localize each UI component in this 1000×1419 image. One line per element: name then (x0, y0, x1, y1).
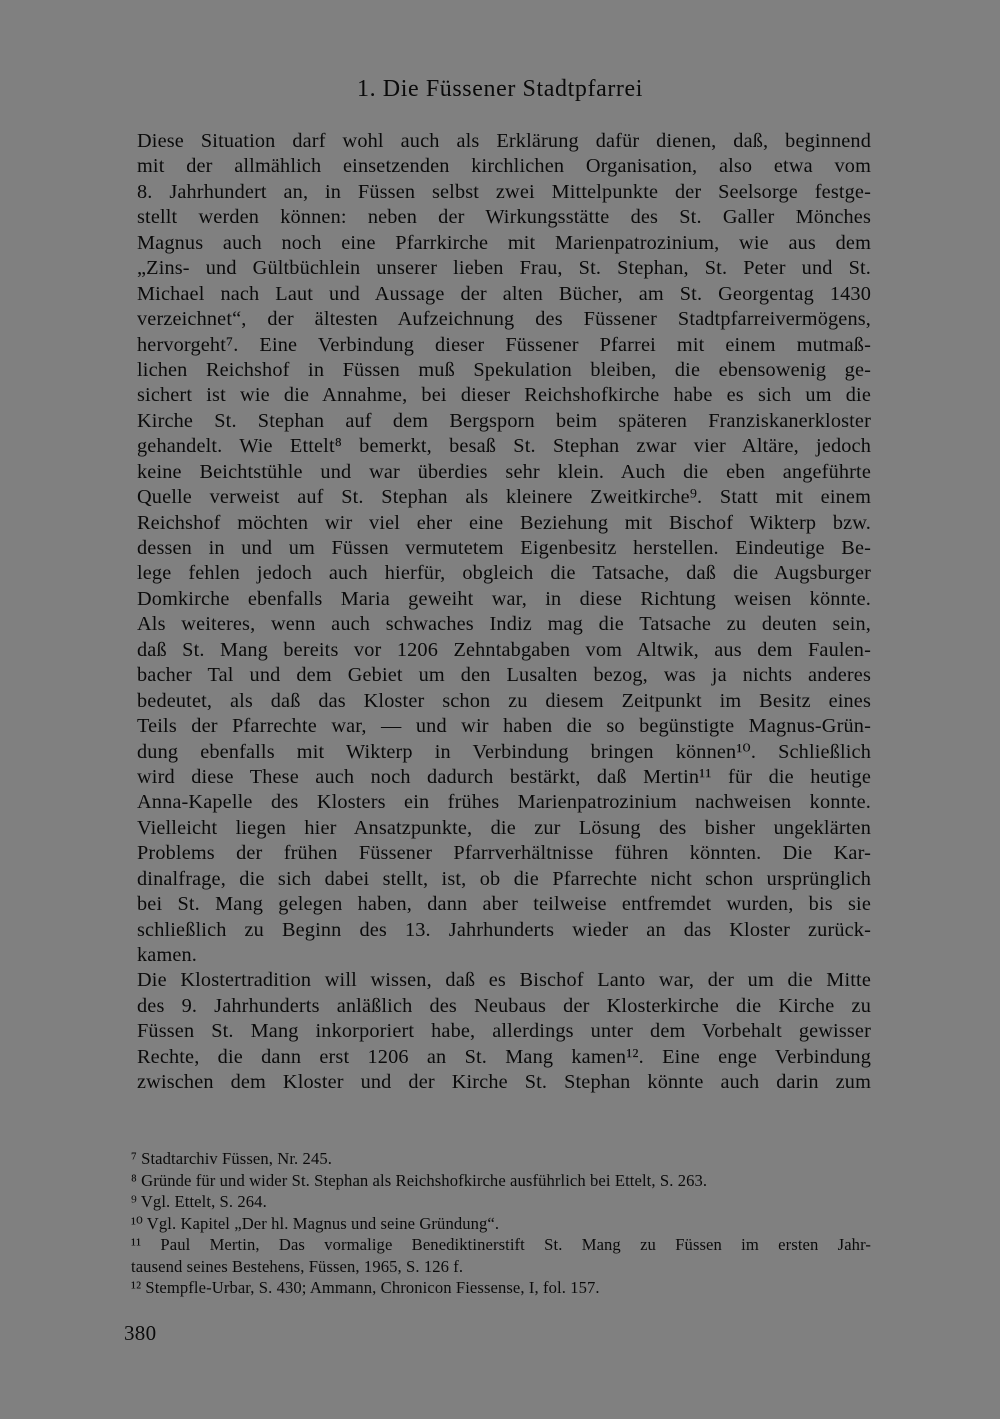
body-line: bacher Tal und dem Gebiet um den Lusalten bezog, was ja nichts anderes (137, 664, 871, 687)
body-line: dung ebenfalls mit Wikterp in Verbindung bringen können¹⁰. Schließlich (137, 740, 871, 763)
body-line: keine Beichtstühle und war überdies sehr klein. Auch die eben angeführte (137, 460, 871, 483)
body-line: Kirche St. Stephan auf dem Bergsporn beim späteren Franziskanerkloster (137, 409, 871, 432)
body-line: Magnus auch noch eine Pfarrkirche mit Marienpatrozinium, wie aus dem (137, 231, 871, 254)
footnote-line: ¹⁰ Vgl. Kapitel „Der hl. Magnus und seine Gründung“. (131, 1213, 500, 1233)
body-line: Problems der frühen Füssener Pfarrverhältnisse führen könnten. Die Kar- (137, 842, 871, 865)
body-line: „Zins- und Gültbüchlein unserer lieben Frau, St. Stephan, St. Peter und St. (137, 257, 871, 280)
body-text (137, 129, 871, 1096)
body-line: Rechte, die dann erst 1206 an St. Mang kamen¹². Eine enge Verbindung (137, 1045, 871, 1068)
body-line: kamen. (137, 944, 198, 966)
footnote-line: ⁸ Gründe für und wider St. Stephan als Reichshofkirche ausführlich bei Ettelt, S. 263. (131, 1170, 708, 1190)
body-line: zwischen dem Kloster und der Kirche St. Stephan könnte auch darin zum (137, 1071, 871, 1094)
footnotes (131, 1148, 871, 1299)
footnote-line: ⁹ Vgl. Ettelt, S. 264. (131, 1192, 267, 1211)
body-line: Die Klostertradition will wissen, daß es Bischof Lanto war, der um die Mitte (137, 969, 871, 992)
body-line: gehandelt. Wie Ettelt⁸ bemerkt, besaß St. Stephan zwar vier Altäre, jedoch (137, 435, 871, 458)
body-line: stellt werden können: neben der Wirkungsstätte des St. Galler Mönches (137, 206, 871, 229)
body-line: bei St. Mang gelegen haben, dann aber teilweise entfremdet wurden, bis sie (137, 893, 871, 916)
page-number: 380 (124, 1321, 157, 1345)
body-line: Quelle verweist auf St. Stephan als kleinere Zweitkirche⁹. Statt mit einem (137, 486, 871, 509)
body-line: 8. Jahrhundert an, in Füssen selbst zwei Mittelpunkte der Seelsorge festge- (137, 180, 871, 203)
footnote-line: ¹² Stempfle-Urbar, S. 430; Ammann, Chronicon Fiessense, I, fol. 157. (131, 1278, 600, 1297)
body-line: daß St. Mang bereits vor 1206 Zehntabgaben vom Altwik, aus dem Faulen- (137, 638, 871, 661)
body-line: dinalfrage, die sich dabei stellt, ist, ob die Pfarrechte nicht schon ursprünglich (137, 867, 871, 890)
body-line: dessen in und um Füssen vermutetem Eigenbesitz herstellen. Eindeutige Be- (137, 537, 871, 559)
body-line: Als weiteres, wenn auch schwaches Indiz mag die Tatsache zu deuten sein, (137, 613, 871, 636)
footnote-line: ⁷ Stadtarchiv Füssen, Nr. 245. (131, 1149, 332, 1168)
body-line: lege fehlen jedoch auch hierfür, obgleich die Tatsache, daß die Augsburger (137, 562, 871, 585)
body-line: wird diese These auch noch dadurch bestärkt, daß Mertin¹¹ für die heutige (137, 765, 871, 788)
body-line: Domkirche ebenfalls Maria geweiht war, in diese Richtung weisen könnte. (137, 587, 871, 610)
body-line: bedeutet, als daß das Kloster schon zu diesem Zeitpunkt im Besitz eines (137, 689, 871, 712)
body-line: Anna-Kapelle des Klosters ein frühes Marienpatrozinium nachweisen konnte. (137, 791, 871, 814)
body-line: hervorgeht⁷. Eine Verbindung dieser Füssener Pfarrei mit einem mutmaß- (137, 333, 871, 356)
body-line: verzeichnet“, der ältesten Aufzeichnung des Füssener Stadtpfarreivermögens, (137, 308, 871, 331)
body-line: Michael nach Laut und Aussage der alten Bücher, am St. Georgentag 1430 (137, 282, 871, 305)
body-line: lichen Reichshof in Füssen muß Spekulation bleiben, die ebensowenig ge- (137, 358, 871, 381)
body-line: mit der allmählich einsetzenden kirchlichen Organisation, also etwa vom (137, 155, 871, 178)
body-line: Füssen St. Mang inkorporiert habe, allerdings unter dem Vorbehalt gewisser (137, 1020, 871, 1043)
body-line: schließlich zu Beginn des 13. Jahrhunderts wieder an das Kloster zurück- (137, 918, 871, 941)
body-line: Teils der Pfarrechte war, — und wir haben die so begünstigte Magnus-Grün- (137, 715, 871, 738)
body-line: sichert ist wie die Annahme, bei dieser Reichshofkirche habe es sich um die (137, 384, 871, 407)
body-line: Diese Situation darf wohl auch als Erklärung dafür dienen, daß, beginnend (137, 130, 871, 152)
chapter-title: 1. Die Füssener Stadtpfarrei (356, 76, 644, 102)
footnote-line: ¹¹ Paul Mertin, Das vormalige Benediktinerstift St. Mang zu Füssen im ersten Jahr- (131, 1235, 871, 1254)
body-line: Reichshof möchten wir viel eher eine Beziehung mit Bischof Wikterp bzw. (137, 511, 871, 534)
body-line: des 9. Jahrhunderts anläßlich des Neubaus der Klosterkirche die Kirche zu (137, 994, 871, 1017)
footnote-line: tausend seines Bestehens, Füssen, 1965, S. 126 f. (131, 1256, 464, 1276)
body-line: Vielleicht liegen hier Ansatzpunkte, die zur Lösung des bisher ungeklärten (137, 816, 871, 839)
